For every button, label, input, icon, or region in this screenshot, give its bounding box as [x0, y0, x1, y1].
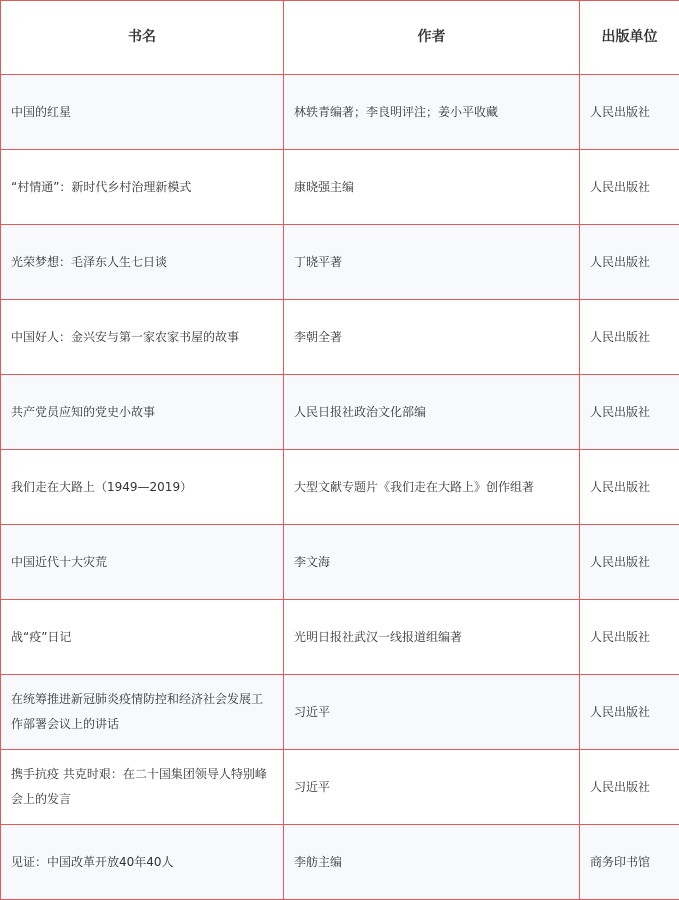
header-title: 书名 [1, 1, 284, 75]
table-row [1, 525, 679, 600]
table-row [1, 450, 679, 525]
table-row [1, 225, 679, 300]
cell-publisher: 人民出版社 [580, 675, 679, 750]
cell-author: 大型文献专题片《我们走在大路上》创作组著 [284, 450, 580, 525]
cell-title: 携手抗疫 共克时艰：在二十国集团领导人特别峰会上的发言 [1, 750, 284, 825]
table-row [1, 675, 679, 750]
table-row [1, 375, 679, 450]
cell-title: 中国近代十大灾荒 [1, 525, 284, 600]
cell-title: 中国好人：金兴安与第一家农家书屋的故事 [1, 300, 284, 375]
cell-title: 中国的红星 [1, 75, 284, 150]
cell-author: 李舫主编 [284, 825, 580, 900]
cell-author: 丁晓平著 [284, 225, 580, 300]
cell-author: 习近平 [284, 750, 580, 825]
cell-publisher: 人民出版社 [580, 450, 679, 525]
cell-author: 人民日报社政治文化部编 [284, 375, 580, 450]
cell-publisher: 人民出版社 [580, 300, 679, 375]
cell-publisher: 人民出版社 [580, 375, 679, 450]
cell-publisher: 人民出版社 [580, 750, 679, 825]
cell-publisher: 商务印书馆 [580, 825, 679, 900]
cell-author: 光明日报社武汉一线报道组编著 [284, 600, 580, 675]
cell-title: “村情通”：新时代乡村治理新模式 [1, 150, 284, 225]
table-row [1, 600, 679, 675]
cell-title: 光荣梦想：毛泽东人生七日谈 [1, 225, 284, 300]
cell-author: 习近平 [284, 675, 580, 750]
cell-author: 林轶青编著；李良明评注；姜小平收藏 [284, 75, 580, 150]
cell-title: 我们走在大路上（1949—2019） [1, 450, 284, 525]
cell-title: 见证：中国改革开放40年40人 [1, 825, 284, 900]
cell-publisher: 人民出版社 [580, 75, 679, 150]
header-row [1, 1, 679, 75]
cell-publisher: 人民出版社 [580, 225, 679, 300]
header-publisher: 出版单位 [580, 1, 679, 75]
cell-author: 李文海 [284, 525, 580, 600]
table-row [1, 150, 679, 225]
table-row [1, 75, 679, 150]
table-row [1, 750, 679, 825]
cell-title: 在统筹推进新冠肺炎疫情防控和经济社会发展工作部署会议上的讲话 [1, 675, 284, 750]
cell-author: 李朝全著 [284, 300, 580, 375]
table-row [1, 825, 679, 900]
cell-author: 康晓强主编 [284, 150, 580, 225]
cell-title: 战“疫”日记 [1, 600, 284, 675]
cell-publisher: 人民出版社 [580, 150, 679, 225]
cell-publisher: 人民出版社 [580, 525, 679, 600]
header-author: 作者 [284, 1, 580, 75]
cell-title: 共产党员应知的党史小故事 [1, 375, 284, 450]
cell-publisher: 人民出版社 [580, 600, 679, 675]
table-row [1, 300, 679, 375]
